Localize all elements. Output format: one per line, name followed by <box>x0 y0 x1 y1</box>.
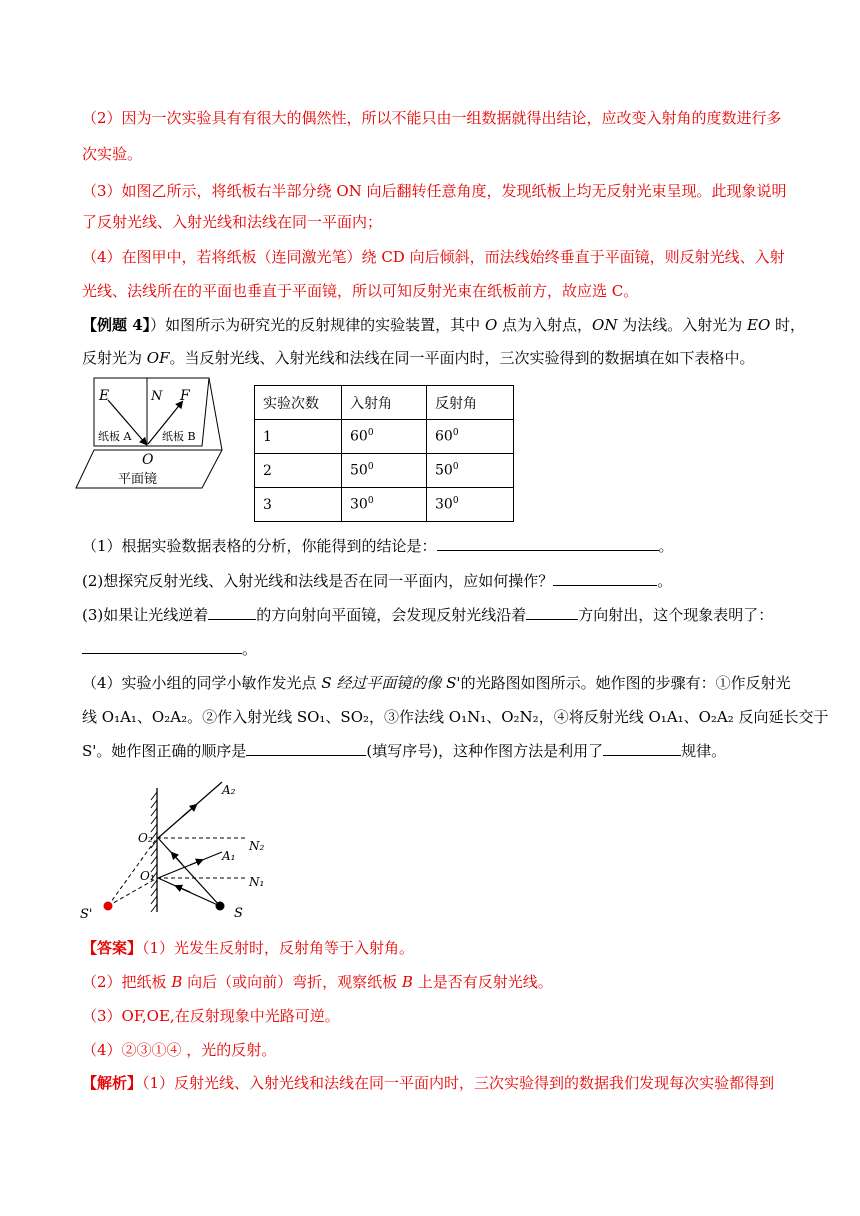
question-text: (2)想探究反射光线、入射光线和法线是否在同一平面内，应如何操作？ <box>82 572 554 590</box>
label-A1: A₁ <box>222 849 236 863</box>
answer-text: 向后（或向前）弯折，观察纸板 <box>182 973 402 991</box>
answer-line3: （3）OF,OE,在反射现象中光路可逆。 <box>82 1007 340 1025</box>
point-S <box>216 902 225 911</box>
label-N2: N₂ <box>249 839 265 853</box>
table-header-row <box>255 386 514 420</box>
question-4-line1 <box>82 673 791 693</box>
mirror-image-figure <box>72 776 282 926</box>
table-cell: $30^0$ <box>427 488 514 522</box>
label-A2: A₂ <box>222 783 236 797</box>
table-header: 反射角 <box>427 386 514 420</box>
table-cell: 2 <box>255 454 342 488</box>
question-text: 。 <box>657 572 673 590</box>
label-board-a: 纸板 A <box>98 430 132 443</box>
label-O1: O₁ <box>140 869 155 883</box>
question-2 <box>82 570 672 591</box>
table-header: 入射角 <box>342 386 427 420</box>
label-S: S <box>234 906 243 921</box>
label-board-b: 纸板 B <box>162 430 196 443</box>
data-table <box>254 385 514 522</box>
question-1 <box>82 535 674 556</box>
answer-line1 <box>82 938 414 958</box>
incident-ray-so2 <box>158 838 220 906</box>
question-text: (3)如果让光线逆着 <box>82 606 209 624</box>
label-N1: N₁ <box>249 875 265 889</box>
example-text: ）如图所示为研究光的反射规律的实验装置，其中 <box>150 316 485 334</box>
question-text: 的光路图如图所示。她作图的步骤有：①作反射光 <box>460 674 791 692</box>
label-S-prime: S' <box>80 907 93 922</box>
label-F: F <box>180 388 190 404</box>
analysis-text: （1）反射光线、入射光线和法线在同一平面内时，三次实验得到的数据我们发现每次实验都得到 <box>142 1074 775 1092</box>
solution-p2-line2: 次实验。 <box>82 145 143 163</box>
symbol-ON: ON <box>592 316 618 334</box>
analysis-line1 <box>82 1073 774 1093</box>
answer-line2 <box>82 972 553 992</box>
question-4-line2: 线 O₁A₁、O₂A₂。②作入射光线 SO₁、SO₂，③作法线 O₁N₁、O₂N₂，④将反射光线 O₁A₁、O₂A₂ 反向延长交于 <box>82 708 829 726</box>
question-text: 规律。 <box>681 742 727 760</box>
answer-blank[interactable] <box>603 740 681 756</box>
question-3-line1 <box>82 604 773 625</box>
symbol-EO: EO <box>747 316 771 334</box>
table-cell: $60^0$ <box>342 420 427 454</box>
answer-blank[interactable] <box>246 740 366 756</box>
example-line1 <box>82 315 805 335</box>
solution-p4-line1: （4）在图甲中，若将纸板（连同激光笔）绕 CD 向后倾斜，而法线始终垂直于平面镜，则反射光线、入射 <box>82 248 785 266</box>
solution-p3-line1: （3）如图乙所示，将纸板右半部分绕 ON 向后翻转任意角度，发现纸板上均无反射光束呈现。此现象说明 <box>82 182 787 200</box>
table-cell: $60^0$ <box>427 420 514 454</box>
analysis-tag: 【解析】 <box>82 1074 143 1092</box>
symbol-OF: OF <box>146 349 170 367</box>
example-text: 。当反射光线、入射光线和法线在同一平面内时，三次实验得到的数据填在如下表格中。 <box>169 349 755 367</box>
question-text: 。 <box>658 537 674 555</box>
answer-blank[interactable] <box>553 570 657 586</box>
solution-p2-line1: （2）因为一次实验具有有很大的偶然性，所以不能只由一组数据就得出结论，应改变入射角的度数进行多 <box>82 109 782 127</box>
symbol-S: S <box>321 674 332 692</box>
answer-blank[interactable] <box>82 638 242 654</box>
example-text: 点为入射点， <box>497 316 593 334</box>
label-O: O <box>142 452 154 468</box>
example-line2 <box>82 348 755 368</box>
answer-blank[interactable] <box>437 535 659 551</box>
point-S-prime <box>104 902 113 911</box>
label-E: E <box>99 388 110 404</box>
answer-blank[interactable] <box>208 604 256 620</box>
question-3-line2 <box>82 638 257 659</box>
question-text: 的方向射向平面镜，会发现反射光线沿着 <box>256 606 527 624</box>
question-text: (填写序号)，这种作图方法是利用了 <box>366 742 604 760</box>
table-row <box>255 454 514 488</box>
symbol-S-prime: S' <box>446 674 461 692</box>
table-row <box>255 420 514 454</box>
table-cell: 1 <box>255 420 342 454</box>
question-4-line3 <box>82 740 726 761</box>
answer-tag: 【答案】 <box>82 939 143 957</box>
answer-blank[interactable] <box>526 604 578 620</box>
table-cell: $50^0$ <box>427 454 514 488</box>
example-text: 时， <box>770 316 806 334</box>
label-mirror: 平面镜 <box>118 472 158 487</box>
answer-text: （2）把纸板 <box>82 973 172 991</box>
question-text: （1）根据实验数据表格的分析，你能得到的结论是： <box>82 537 437 555</box>
solution-p4-line2: 光线、法线所在的平面也垂直于平面镜，所以可知反射光束在纸板前方，故应选 C。 <box>82 282 639 300</box>
answer-text: 上是否有反射光线。 <box>412 973 553 991</box>
label-N: N <box>151 389 163 404</box>
symbol-B: B <box>171 973 183 991</box>
example-text: 反射光为 <box>82 349 147 367</box>
example-text: 为法线。入射光为 <box>617 316 748 334</box>
example-tag: 【例题 4】 <box>82 316 151 334</box>
question-text: （4）实验小组的同学小敏作发光点 <box>82 674 322 692</box>
reflection-apparatus-figure <box>74 376 234 492</box>
question-text: 经过平面镜的像 <box>331 674 447 692</box>
mirror-hatching <box>151 792 157 912</box>
table-cell: 3 <box>255 488 342 522</box>
table-cell: $30^0$ <box>342 488 427 522</box>
label-O2: O₂ <box>138 831 153 845</box>
table-cell: $50^0$ <box>342 454 427 488</box>
table-row <box>255 488 514 522</box>
question-text: S'。她作图正确的顺序是 <box>82 742 247 760</box>
answer-line4: （4）②③①④ ，光的反射。 <box>82 1041 277 1059</box>
question-text: 方向射出，这个现象表明了： <box>578 606 774 624</box>
solution-p3-line2: 了反射光线、入射光线和法线在同一平面内； <box>82 213 383 231</box>
question-text: 。 <box>242 640 258 658</box>
table-header: 实验次数 <box>255 386 342 420</box>
symbol-B: B <box>401 973 413 991</box>
symbol-O: O <box>484 316 498 334</box>
answer-text: （1）光发生反射时，反射角等于入射角。 <box>142 939 415 957</box>
